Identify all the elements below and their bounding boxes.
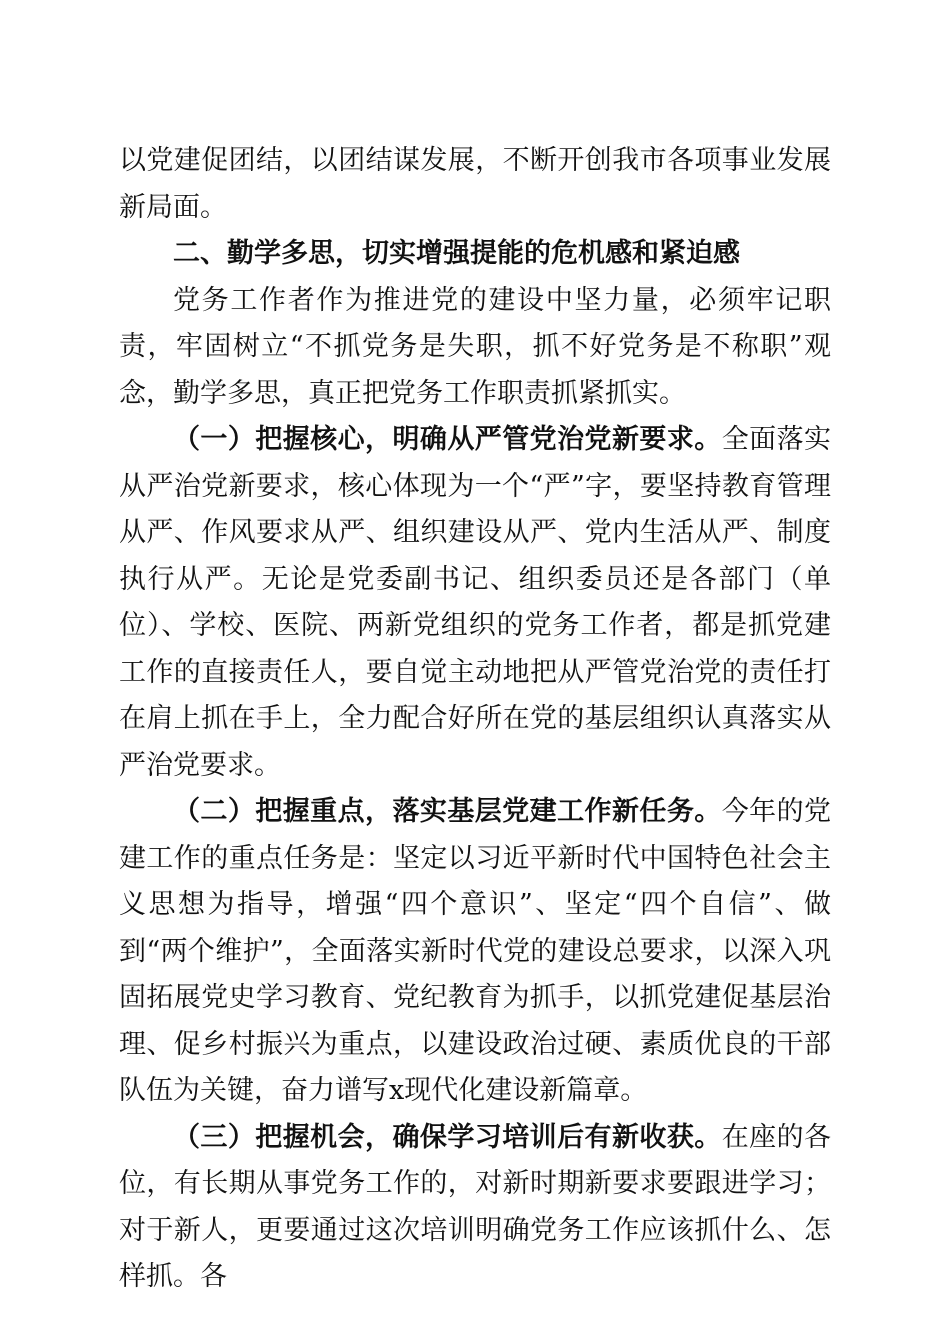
section-heading: 二、勤学多思，切实增强提能的危机感和紧迫感 xyxy=(173,238,740,269)
paragraph-subsection-3 xyxy=(119,1115,831,1301)
subsection-3-lead: （三）把握机会，确保学习培训后有新收获。 xyxy=(173,1121,722,1153)
subsection-1-body: 全面落实从严治党新要求，核心体现为一个“严”字，要坚持教育管理从严、作风要求从严、组织建设从严、党内生活从严、制度执行从严。无论是党委副书记、组织委员还是各部门（单位）、学校、医院、两新党组织的党务工作者，都是抓党建工作的直接责任人，要自觉主动地把从严管党治党的责任打在肩上抓在手上，全力配合好所在党的基层组织认真落实从严治党要求。 xyxy=(119,424,832,781)
paragraph-intro: 党务工作者作为推进党的建设中坚力量，必须牢记职责，牢固树立“不抓党务是失职，抓不好党务是不称职”观念，勤学多思，真正把党务工作职责抓紧抓实。 xyxy=(119,284,831,409)
subsection-2-body: 今年的党建工作的重点任务是：坚定以习近平新时代中国特色社会主义思想为指导，增强“四个意识”、坚定“四个自信”、做到“两个维护”，全面落实新时代党的建设总要求，以深入巩固拓展党史学习教育、党纪教育为抓手，以抓党建促基层治理、促乡村振兴为重点，以建设政治过硬、素质优良的干部队伍为关键，奋力谱写x现代化建设新篇章。 xyxy=(119,796,832,1106)
subsection-2-lead: （二）把握重点，落实基层党建工作新任务。 xyxy=(173,796,722,827)
paragraph-subsection-1 xyxy=(119,417,831,789)
subsection-3-body: 在座的各位，有长期从事党务工作的，对新时期新要求要跟进学习；对于新人，更要通过这次培训明确党务工作应该抓什么、怎样抓。各 xyxy=(119,1121,832,1292)
paragraph-continuation: 以党建促团结，以团结谋发展，不断开创我市各项事业发展新局面。 xyxy=(119,145,831,223)
paragraph-subsection-2 xyxy=(119,789,831,1115)
document-page xyxy=(119,138,831,1301)
subsection-1-lead: （一）把握核心，明确从严管党治党新要求。 xyxy=(173,424,722,455)
